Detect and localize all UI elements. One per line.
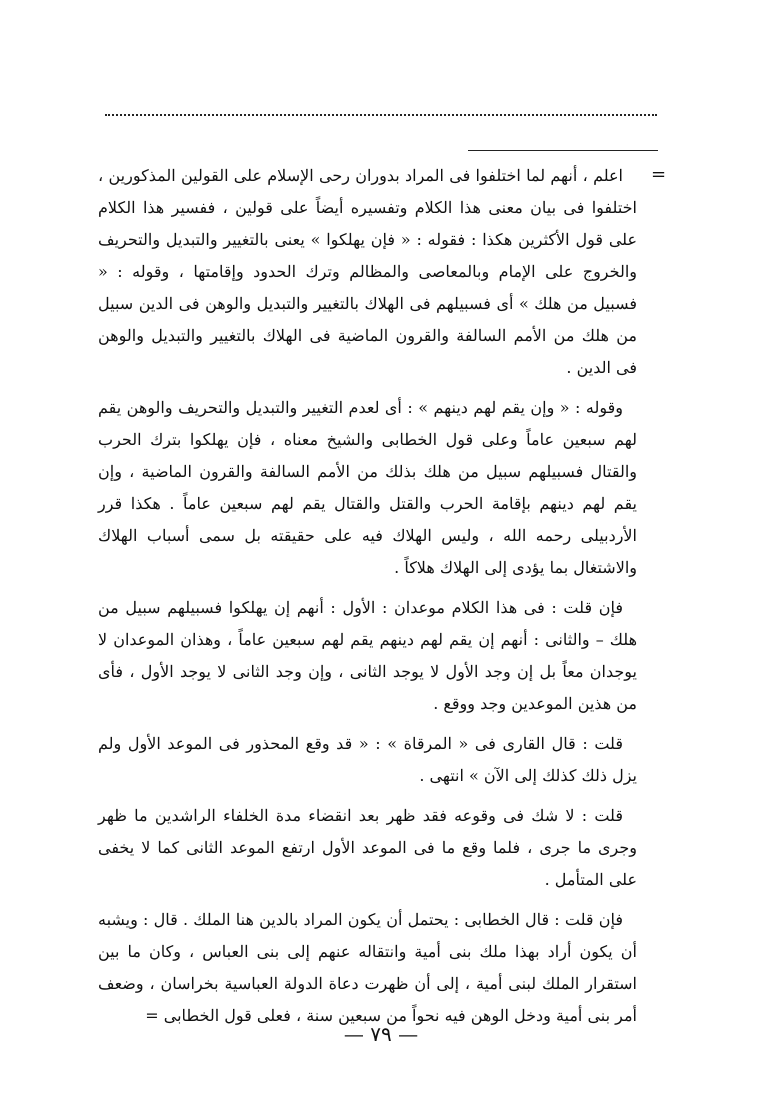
paragraph: اعلم ، أنهم لما اختلفوا فى المراد بدوران رحى الإسلام على القولين المذكورين ، اختلفوا فى بيان معنى هذا الكلام وتفسيره أيضاً على قولين ، ففسير هذا الكلام على قول الأكثرين هكذا : فقوله : « فإن يهلكوا » يعنى بالتغيير والتبديل والتحريف والخروج على الإمام وبالمعاصى والمظالم وترك الحدود وإقامتها ، وقوله : « فسبيل من هلك » أى فسبيلهم فى الهلاك بالتغيير والتبديل والوهن فى الدين سبيل من هلك من الأمم السالفة والقرون الماضية فى الهلاك بالتغيير والتبديل والوهن فى الدين .	[98, 166, 638, 377]
paragraph: وقوله : « وإن يقم لهم دينهم » : أى لعدم التغيير والتبديل والتحريف والوهن يقم لهم سبعين عاماً وعلى قول الخطابى والشيخ معناه ، فإن يهلكوا بترك الحرب والقتال فسبيلهم سبيل من هلك بذلك من الأمم السالفة والقرون الماضية ، وإن يقم لهم دينهم بإقامة الحرب والقتل والقتال يقم لهم سبعين عاماً . هكذا قرر الأردبيلى رحمه الله ، وليس الهلاك فيه على حقيقته بل سمى أسباب الهلاك والاشتغال بما يؤدى إلى الهلاك هلاكاً .	[98, 398, 637, 577]
paragraph: قلت : لا شك فى وقوعه فقد ظهر بعد انقضاء مدة الخلفاء الراشدين ما ظهر وجرى ما جرى ، فلما وقع ما فى الموعد الأول ارتفع الموعد الثانى كما لا يخفى على المتأمل .	[98, 806, 637, 889]
page-number: — ٧٩ —	[343, 1022, 419, 1046]
paragraph: فإن قلت : فى هذا الكلام موعدان : الأول : أنهم إن يهلكوا فسبيلهم سبيل من هلك – والثانى : أنهم إن يقم لهم دينهم يقم لهم سبعين عاماً ، وهذان الموعدان لا يوجدان معاً بل إن وجد الأول لا يوجد الثانى ، وإن وجد الثانى لا يوجد الأول ، فأى من هذين الموعدين وجد ووقع .	[98, 598, 637, 713]
header-dotted-rule	[105, 114, 657, 116]
continuation-mark: =	[651, 164, 667, 185]
footnote-rule	[468, 150, 658, 151]
paragraph: فإن قلت : قال الخطابى : يحتمل أن يكون المراد بالدين هنا الملك . قال : ويشبه أن يكون أراد بهذا ملك بنى أمية وانتقاله عنهم إلى بنى العباس ، وكان ما بين استقرار الملك لبنى أمية ، إلى أن ظهرت دعاة الدولة العباسية بخراسان ، وضعف أمر بنى أمية ودخل الوهن فيه نحواً من سبعين سنة ، فعلى قول الخطابى =	[98, 910, 637, 1025]
text-column	[98, 160, 637, 1032]
paragraph: قلت : قال القارى فى « المرقاة » : « قد وقع المحذور فى الموعد الأول ولم يزل ذلك كذلك إلى الآن » انتهى .	[98, 734, 637, 785]
